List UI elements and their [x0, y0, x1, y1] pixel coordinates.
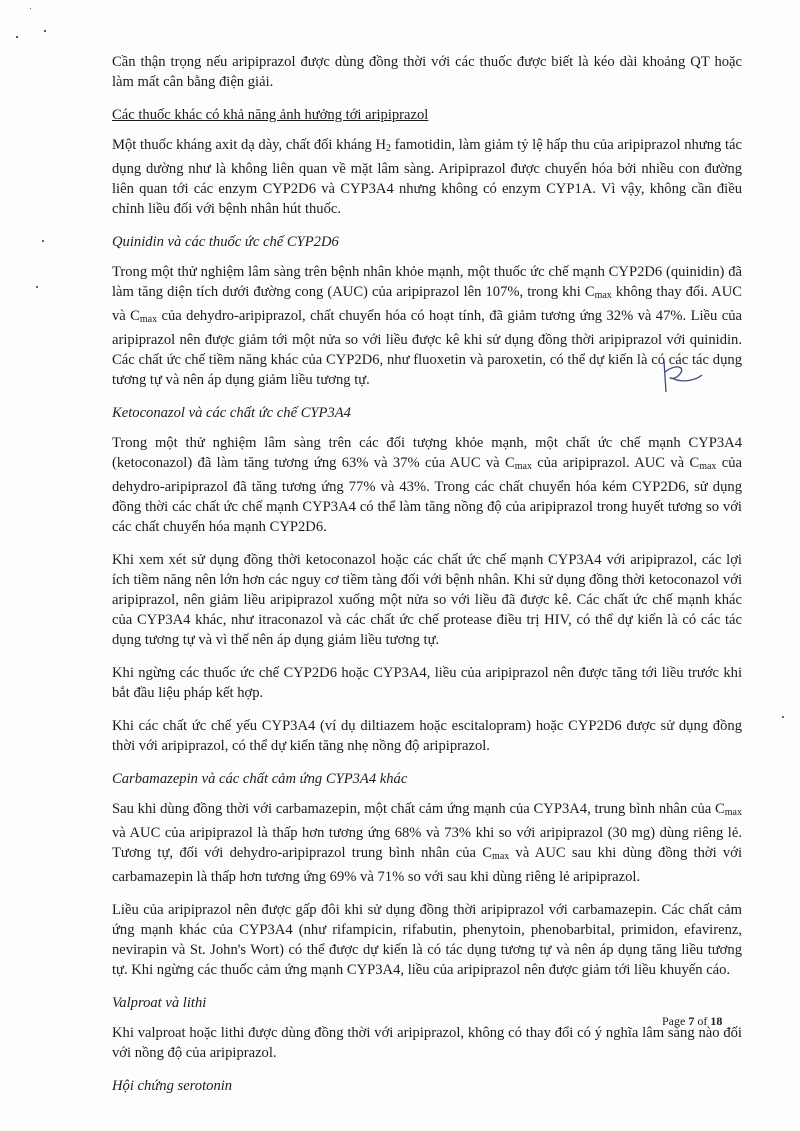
- subscript-text: max: [699, 461, 717, 472]
- subsection-heading: [112, 1076, 742, 1096]
- scan-speck: [30, 8, 31, 9]
- paragraph: [112, 550, 742, 650]
- text-segment: Khi ngừng các thuốc ức chế CYP2D6 hoặc CYP3A4, liều của aripiprazol nên được tăng tới liều trước khi bắt đầu liệu pháp kết hợp.: [112, 665, 742, 701]
- text-segment: Valproat và lithi: [112, 995, 207, 1011]
- subscript-text: max: [514, 461, 532, 472]
- text-segment: của dehydro-aripiprazol đã tăng tương ứng 77% và 43%. Trong các chất chuyển hóa kém CYP2D6, sử dụng đồng thời các chất ức chế mạnh CYP3A4 có thể làm tăng nồng độ của aripiprazol trong huyết tương so với các chất chuyển hóa mạnh CYP2D6.: [112, 455, 742, 535]
- text-segment: Cần thận trọng nếu aripiprazol được dùng đồng thời với các thuốc được biết là kéo dài khoảng QT hoặc làm mất cân bằng điện giải.: [112, 54, 742, 90]
- text-segment: Khi các chất ức chế yếu CYP3A4 (ví dụ diltiazem hoặc escitalopram) hoặc CYP2D6 được sử dụng đồng thời với aripiprazol, có thể dự kiến tăng nhẹ nồng độ aripiprazol.: [112, 718, 742, 754]
- footer-of-word: of: [697, 1014, 708, 1028]
- page-body: [112, 52, 742, 1106]
- paragraph: [112, 262, 742, 390]
- text-segment: Liều của aripiprazol nên được gấp đôi khi sử dụng đồng thời aripiprazol với carbamazepin. Các chất cảm ứng mạnh khác của CYP3A4 (như rifampicin, rifabutin, phenytoin, phenobarbital, primidon, efavirenz, nevirapin và St. John's Wort) có thể được dự kiến là có tác dụng tương tự và nên áp dụng tăng liều tương tự. Khi ngừng các thuốc cảm ứng mạnh CYP3A4, liều của aripiprazol nên được giảm tới liều khuyến cáo.: [112, 902, 742, 978]
- text-segment: Trong một thử nghiệm lâm sàng trên bệnh nhân khỏe mạnh, một thuốc ức chế mạnh CYP2D6 (quinidin) đã làm tăng diện tích dưới đường cong (AUC) của aripiprazol lên 107%, trong khi C: [112, 264, 742, 300]
- subscript-text: max: [724, 807, 742, 818]
- text-segment: Khi xem xét sử dụng đồng thời ketoconazol hoặc các chất ức chế mạnh CYP3A4 với aripiprazol, các lợi ích tiềm năng nên lớn hơn các nguy cơ tiềm tàng đối với bệnh nhân. Khi sử dụng đồng thời ketoconazol với aripiprazol, nên giảm liều aripiprazol xuống một nửa so với liều đã được kê. Các chất ức chế mạnh khác của CYP3A4 khác, như itraconazol và các chất ức chế protease điều trị HIV, có thể dự kiến là có các tác dụng tương tự và vì thế nên áp dụng giảm liều tương tự.: [112, 552, 742, 648]
- scan-speck: [36, 286, 38, 288]
- paragraph: [112, 1023, 742, 1063]
- subsection-heading: [112, 993, 742, 1013]
- text-segment: và AUC của aripiprazol là thấp hơn tương ứng 68% và 73% khi so với aripiprazol (30 mg) dùng riêng lẻ. Tương tự, đối với dehydro-aripiprazol trung bình nhân của C: [112, 825, 742, 861]
- page-footer: [662, 1014, 722, 1028]
- scan-speck: [44, 30, 46, 32]
- subscript-text: max: [139, 314, 158, 325]
- text-segment: Ketoconazol và các chất ức chế CYP3A4: [112, 405, 351, 421]
- text-segment: Khi valproat hoặc lithi được dùng đồng thời với aripiprazol, không có thay đổi có ý nghĩa lâm sàng nào đối với nồng độ của aripiprazol.: [112, 1025, 742, 1061]
- footer-total-pages: 18: [710, 1014, 723, 1028]
- scan-speck: [782, 716, 784, 718]
- text-segment: Sau khi dùng đồng thời với carbamazepin, một chất cảm ứng mạnh của CYP3A4, trung bình nhân của C: [112, 801, 725, 817]
- subsection-heading: [112, 403, 742, 423]
- paragraph: [112, 663, 742, 703]
- paragraph: [112, 52, 742, 92]
- subscript-text: 2: [386, 143, 392, 154]
- section-heading: [112, 105, 742, 125]
- text-segment: Quinidin và các thuốc ức chế CYP2D6: [112, 234, 339, 250]
- text-segment: Một thuốc kháng axit dạ dày, chất đối kháng H: [112, 137, 387, 153]
- paragraph: [112, 716, 742, 756]
- subscript-text: max: [492, 851, 510, 862]
- footer-page-number: 7: [688, 1014, 695, 1028]
- paragraph: [112, 799, 742, 887]
- text-segment: Carbamazepin và các chất cảm ứng CYP3A4 khác: [112, 771, 408, 787]
- paragraph: [112, 433, 742, 537]
- text-segment: và AUC sau khi dùng đồng thời với carbamazepin là thấp hơn tương ứng 69% và 71% so với sau khi dùng riêng lẻ aripiprazol.: [112, 845, 743, 885]
- text-segment: của aripiprazol. AUC và C: [531, 455, 700, 471]
- subsection-heading: [112, 232, 742, 252]
- text-segment: Các thuốc khác có khả năng ảnh hưởng tới aripiprazol: [112, 107, 429, 123]
- subscript-text: max: [594, 290, 612, 301]
- footer-page-word: Page: [662, 1014, 686, 1028]
- scan-speck: [42, 240, 44, 242]
- text-segment: của dehydro-aripiprazol, chất chuyển hóa có hoạt tính, đã giảm tương ứng 32% và 47%. Liều của aripiprazol nên được giảm tới một nửa so với liều được kê khi sử dụng đồng thời aripiprazol với quinidin. Các chất ức chế tiềm năng khác của CYP2D6, như fluoxetin và paroxetin, có thể dự kiến là có các tác dụng tương tự và nên áp dụng giảm liều tương tự.: [112, 308, 742, 388]
- subsection-heading: [112, 769, 742, 789]
- text-segment: Trong một thử nghiệm lâm sàng trên các đối tượng khỏe mạnh, một chất ức chế mạnh CYP3A4 (ketoconazol) đã làm tăng tương ứng 63% và 37% của AUC và C: [112, 435, 742, 471]
- paragraph: [112, 135, 742, 219]
- scan-speck: [16, 36, 18, 38]
- text-segment: famotidin, làm giảm tỷ lệ hấp thu của aripiprazol nhưng tác dụng dường như là không liên quan về mặt lâm sàng. Aripiprazol được chuyển hóa bởi nhiều con đường liên quan tới các enzym CYP2D6 và CYP3A4 nhưng không có enzym CYP1A. Vì vậy, không cần điều chỉnh liều đối với bệnh nhân hút thuốc.: [112, 137, 742, 217]
- paragraph: [112, 900, 742, 980]
- text-segment: không thay đổi. AUC và C: [112, 284, 742, 324]
- handwritten-initials: [650, 358, 710, 398]
- text-segment: Hội chứng serotonin: [112, 1078, 233, 1094]
